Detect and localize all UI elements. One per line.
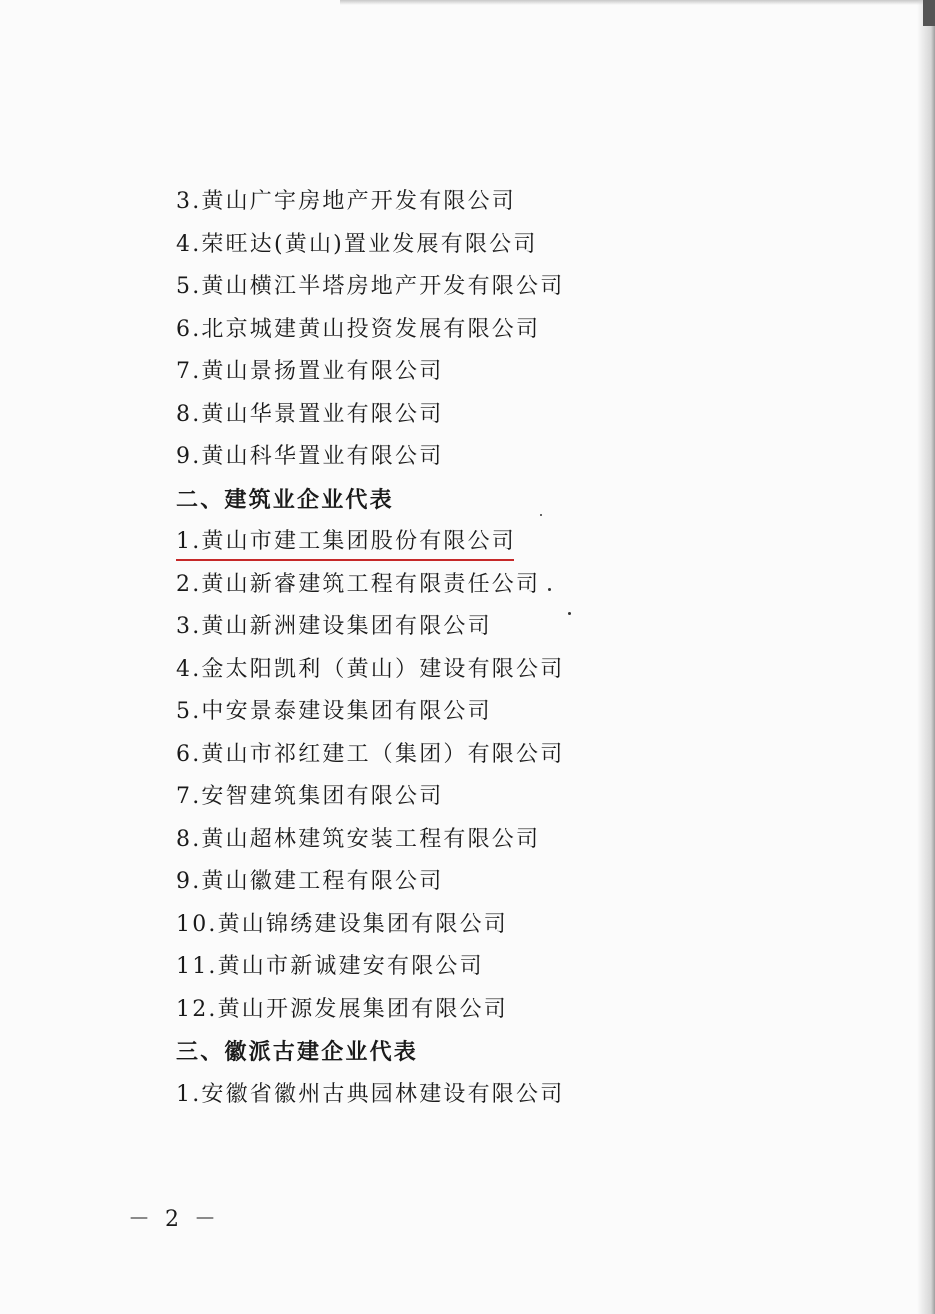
section-heading-construction: 二、建筑业企业代表 [176, 486, 394, 513]
scan-speck [540, 514, 542, 516]
scan-speck [568, 612, 571, 615]
list-item: 9.黄山科华置业有限公司 [176, 444, 444, 469]
list-item: 4.金太阳凯利（黄山）建设有限公司 [176, 656, 565, 682]
scan-corner-shadow [923, 0, 935, 26]
list-item: 3.黄山新洲建设集团有限公司 [176, 614, 492, 639]
list-item: 8.黄山超林建筑安装工程有限公司 [176, 826, 541, 852]
scan-edge-right [917, 0, 935, 1314]
list-item: 1.安徽省徽州古典园林建设有限公司 [176, 1081, 565, 1107]
scan-speck [548, 588, 551, 591]
list-item: 6.黄山市祁红建工（集团）有限公司 [176, 741, 565, 767]
list-item-underlined [176, 526, 564, 569]
list-item-label: 1.黄山市建工集团股份有限公司 [176, 529, 516, 554]
list-item: 5.黄山横江半塔房地产开发有限公司 [176, 274, 565, 299]
list-item: 12.黄山开源发展集团有限公司 [176, 996, 508, 1022]
page-number: － 2 － [128, 1207, 220, 1232]
list-item: 11.黄山市新诚建安有限公司 [176, 954, 484, 979]
list-item: 7.安智建筑集团有限公司 [176, 784, 444, 809]
list-item: 10.黄山锦绣建设集团有限公司 [176, 911, 508, 937]
list-item: 9.黄山徽建工程有限公司 [176, 869, 444, 894]
scan-edge-top [340, 0, 935, 5]
list-item: 3.黄山广宇房地产开发有限公司 [176, 189, 516, 214]
company-list [176, 186, 564, 1121]
list-item: 2.黄山新睿建筑工程有限责任公司 [176, 571, 541, 597]
list-item: 4.荣旺达(黄山)置业发展有限公司 [176, 231, 538, 257]
list-item: 5.中安景泰建设集团有限公司 [176, 699, 492, 724]
list-item: 7.黄山景扬置业有限公司 [176, 359, 444, 384]
red-underline [176, 559, 514, 561]
list-item: 6.北京城建黄山投资发展有限公司 [176, 316, 541, 342]
section-heading-huizhou-architecture: 三、徽派古建企业代表 [176, 1039, 419, 1065]
list-item: 8.黄山华景置业有限公司 [176, 401, 444, 427]
